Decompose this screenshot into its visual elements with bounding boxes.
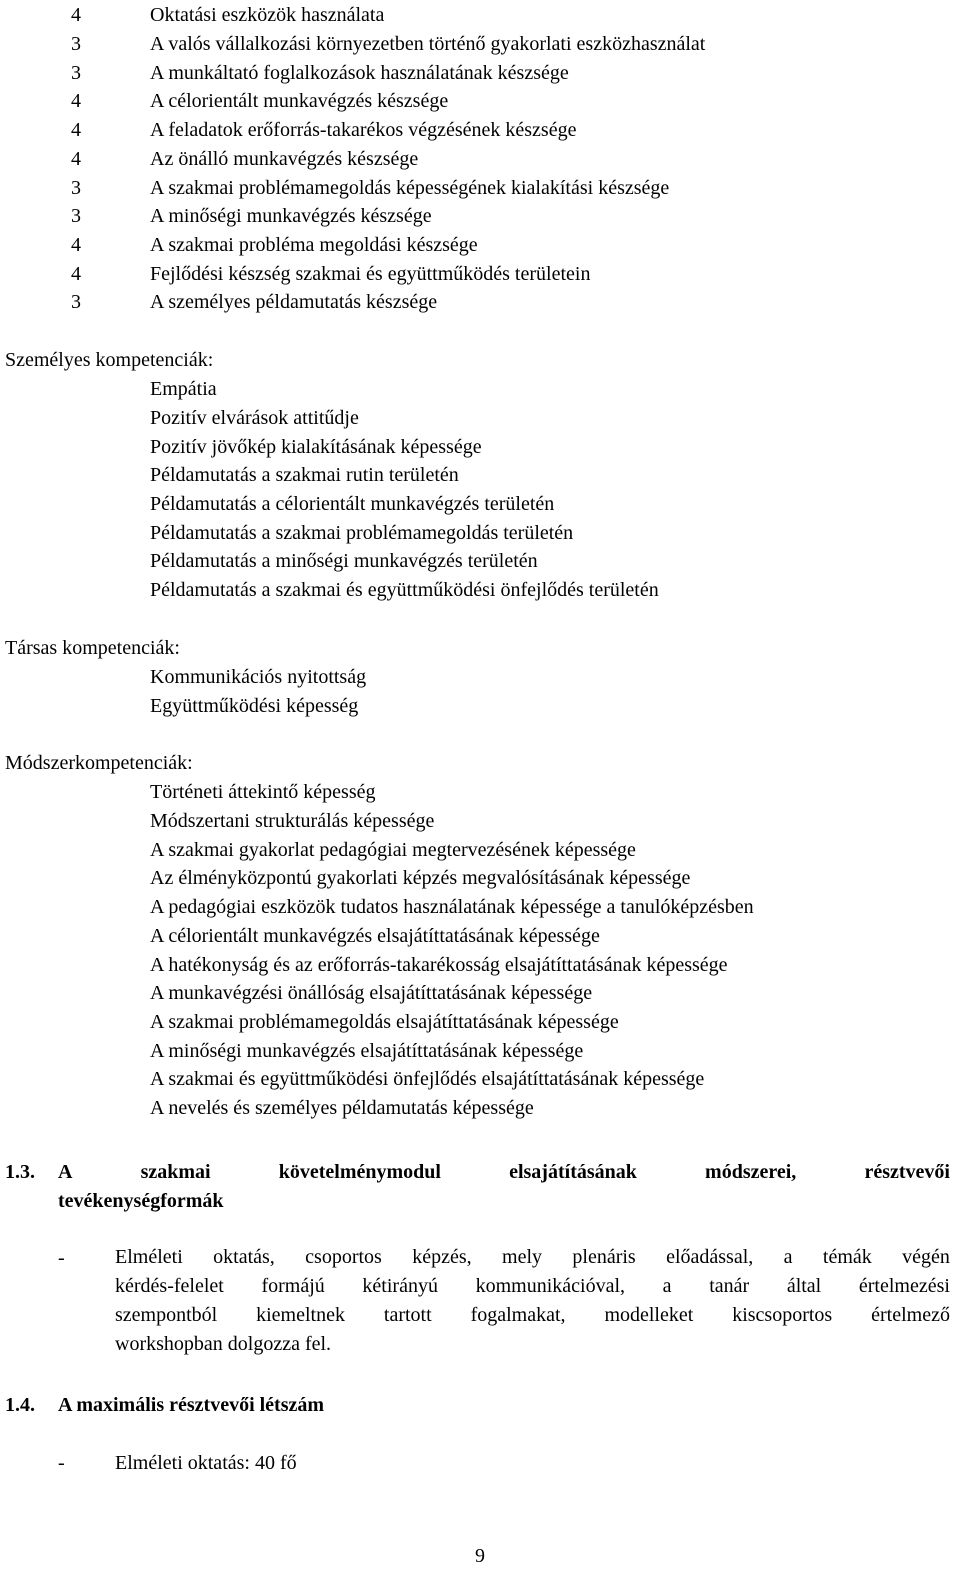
paragraph-word: tanár — [709, 1275, 750, 1297]
rating-text: A célorientált munkavégzés készsége — [150, 90, 449, 112]
paragraph-word: kiscsoportos — [732, 1304, 833, 1326]
paragraph-word: plenáris — [572, 1246, 636, 1268]
rating-score: 4 — [71, 148, 81, 170]
paragraph-word: modelleket — [604, 1304, 694, 1326]
rating-score: 3 — [71, 62, 81, 84]
rating-score: 3 — [71, 33, 81, 55]
paragraph-word: mely — [502, 1246, 543, 1268]
rating-text: A szakmai probléma megoldási készsége — [150, 234, 478, 256]
paragraph-word: szempontból — [115, 1304, 218, 1326]
section-title: A maximális résztvevői létszám — [58, 1394, 325, 1416]
section-title-continued: tevékenységformák — [58, 1190, 224, 1212]
section-title — [58, 1160, 950, 1184]
paragraph-word: képzés, — [412, 1246, 472, 1268]
paragraph-word: értelmezési — [858, 1275, 950, 1297]
competency-item: Együttműködési képesség — [150, 695, 359, 717]
competency-item: Példamutatás a célorientált munkavégzés területén — [150, 493, 555, 515]
bullet-dash: - — [58, 1452, 65, 1474]
paragraph-line — [115, 1272, 950, 1301]
rating-score: 4 — [71, 4, 81, 26]
paragraph-word: a — [783, 1246, 793, 1268]
rating-score: 4 — [71, 119, 81, 141]
competency-item: Az élményközpontú gyakorlati képzés megvalósításának képessége — [150, 867, 691, 889]
rating-text: Fejlődési készség szakmai és együttműködés területein — [150, 263, 591, 285]
rating-text: A valós vállalkozási környezetben történő gyakorlati eszközhasználat — [150, 33, 706, 55]
competency-item: A pedagógiai eszközök tudatos használatának képessége a tanulóképzésben — [150, 896, 754, 918]
paragraph-line — [115, 1243, 950, 1272]
paragraph-word: kommunikációval, — [475, 1275, 626, 1297]
method-competencies-heading: Módszerkompetenciák: — [5, 752, 193, 774]
section-number: 1.3. — [5, 1161, 35, 1183]
rating-score: 4 — [71, 90, 81, 112]
competency-item: A szakmai problémamegoldás elsajátíttatásának képessége — [150, 1011, 619, 1033]
paragraph-word: kiemeltnek — [256, 1304, 345, 1326]
competency-item: Empátia — [150, 378, 217, 400]
competency-item: Példamutatás a szakmai rutin területén — [150, 464, 459, 486]
paragraph-line-last: workshopban dolgozza fel. — [115, 1333, 332, 1355]
competency-item: Pozitív jövőkép kialakításának képessége — [150, 436, 482, 458]
title-word: résztvevői — [864, 1161, 950, 1183]
paragraph-word: értelmező — [871, 1304, 950, 1326]
paragraph-word: oktatás, — [213, 1246, 275, 1268]
section-number: 1.4. — [5, 1394, 35, 1416]
paragraph-word: csoportos — [305, 1246, 382, 1268]
paragraph-word: kétirányú — [362, 1275, 438, 1297]
paragraph-line — [115, 1301, 950, 1330]
paragraph-word: Elméleti — [115, 1246, 183, 1268]
paragraph-word: végén — [902, 1246, 950, 1268]
personal-competencies-heading: Személyes kompetenciák: — [5, 349, 214, 371]
rating-text: A minőségi munkavégzés készsége — [150, 205, 432, 227]
title-word: A — [58, 1161, 73, 1183]
page-number: 9 — [475, 1545, 485, 1567]
competency-item: A hatékonyság és az erőforrás-takarékosság elsajátíttatásának képessége — [150, 954, 728, 976]
title-word: módszerei, — [705, 1161, 797, 1183]
rating-score: 3 — [71, 205, 81, 227]
competency-item: Módszertani strukturálás képessége — [150, 810, 435, 832]
competency-item: Kommunikációs nyitottság — [150, 666, 367, 688]
paragraph-word: fogalmakat, — [470, 1304, 566, 1326]
competency-item: Pozitív elvárások attitűdje — [150, 407, 359, 429]
rating-text: Az önálló munkavégzés készsége — [150, 148, 419, 170]
rating-score: 3 — [71, 291, 81, 313]
competency-item: Példamutatás a szakmai és együttműködési önfejlődés területén — [150, 579, 659, 601]
competency-item: A szakmai gyakorlat pedagógiai megtervezésének képessége — [150, 839, 636, 861]
competency-item: A minőségi munkavégzés elsajátíttatásának képessége — [150, 1040, 584, 1062]
rating-text: Oktatási eszközök használata — [150, 4, 385, 26]
competency-item: Történeti áttekintő képesség — [150, 781, 376, 803]
participant-limit-item: Elméleti oktatás: 40 fő — [115, 1452, 297, 1474]
paragraph-word: kérdés-felelet — [115, 1275, 224, 1297]
rating-text: A szakmai problémamegoldás képességének kialakítási készsége — [150, 177, 670, 199]
competency-item: Példamutatás a szakmai problémamegoldás területén — [150, 522, 574, 544]
rating-text: A személyes példamutatás készsége — [150, 291, 438, 313]
paragraph-word: témák — [822, 1246, 872, 1268]
social-competencies-heading: Társas kompetenciák: — [5, 637, 180, 659]
paragraph-word: tartott — [383, 1304, 432, 1326]
rating-score: 3 — [71, 177, 81, 199]
competency-item: Példamutatás a minőségi munkavégzés területén — [150, 550, 538, 572]
rating-text: A munkáltató foglalkozások használatának készsége — [150, 62, 569, 84]
title-word: elsajátításának — [509, 1161, 637, 1183]
paragraph-word: előadással, — [666, 1246, 754, 1268]
competency-item: A célorientált munkavégzés elsajátíttatásának képessége — [150, 925, 600, 947]
competency-item: A munkavégzési önállóság elsajátíttatásának képessége — [150, 982, 593, 1004]
title-word: követelménymodul — [278, 1161, 441, 1183]
paragraph-word: formájú — [261, 1275, 325, 1297]
competency-item: A szakmai és együttműködési önfejlődés elsajátíttatásának képessége — [150, 1068, 705, 1090]
paragraph-word: a — [662, 1275, 672, 1297]
paragraph-word: által — [786, 1275, 822, 1297]
rating-score: 4 — [71, 234, 81, 256]
bullet-dash: - — [58, 1247, 65, 1269]
competency-item: A nevelés és személyes példamutatás képessége — [150, 1097, 534, 1119]
rating-score: 4 — [71, 263, 81, 285]
title-word: szakmai — [140, 1161, 211, 1183]
rating-text: A feladatok erőforrás-takarékos végzésének készsége — [150, 119, 577, 141]
